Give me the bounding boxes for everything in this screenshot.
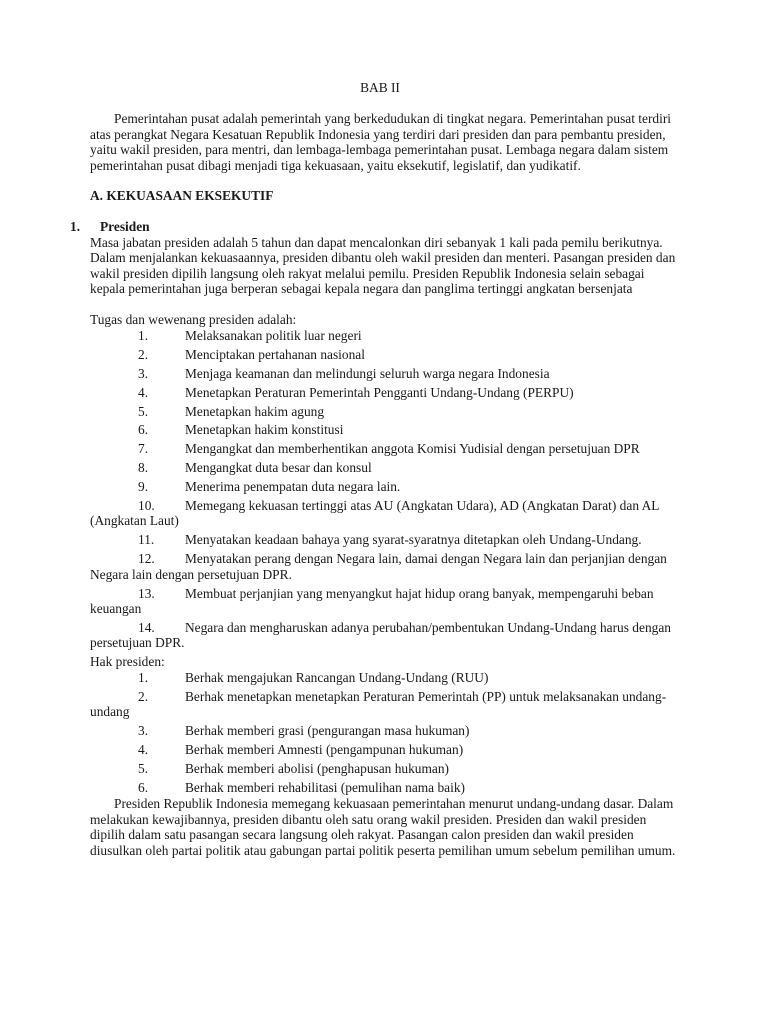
list-item bbox=[90, 761, 680, 776]
list-item bbox=[90, 586, 680, 617]
presiden-paragraph: Masa jabatan presiden adalah 5 tahun dan dapat mencalonkan diri sebanyak 1 kali pada pemilu berikutnya. Dalam menjalankan kekuasaannya, presiden dibantu oleh wakil presiden dan menteri. Pasangan presiden dan wakil presiden dipilih langsung oleh rakyat melalui pemilu. Presiden Republik Indonesia selain sebagai kepala pemerintahan juga berperan sebagai kepala negara dan panglima tertinggi angkatan bersenjata bbox=[90, 234, 676, 297]
list-item-number: 3. bbox=[138, 365, 149, 381]
list-item-number: 2. bbox=[138, 688, 149, 704]
list-item-number: 12. bbox=[138, 551, 155, 567]
list-item-text: Menyatakan keadaan bahaya yang syarat-syaratnya ditetapkan oleh Undang-Undang. bbox=[185, 532, 642, 548]
list-item-text: Melaksanakan politik luar negeri bbox=[185, 327, 362, 343]
list-item-text: Mengangkat dan memberhentikan anggota Komisi Yudisial dengan persetujuan DPR bbox=[185, 441, 640, 457]
subheading-title: Presiden bbox=[100, 219, 150, 235]
list-item bbox=[90, 620, 680, 651]
hak-label: Hak presiden: bbox=[90, 654, 165, 670]
list-item bbox=[90, 422, 680, 437]
list-item-number: 10. bbox=[138, 498, 155, 514]
list-item bbox=[90, 532, 680, 547]
section-heading-eksekutif: A. KEKUASAAN EKSEKUTIF bbox=[90, 188, 274, 204]
list-item bbox=[90, 460, 680, 475]
list-item bbox=[90, 328, 680, 343]
list-item-number: 3. bbox=[138, 722, 149, 738]
list-item-number: 13. bbox=[138, 585, 155, 601]
list-item bbox=[90, 347, 680, 362]
tugas-label: Tugas dan wewenang presiden adalah: bbox=[90, 312, 297, 328]
list-item-text: Menyatakan perang dengan Negara lain, damai dengan Negara lain dan perjanjian dengan Negara lain dengan persetujuan DPR. bbox=[90, 551, 667, 582]
list-item bbox=[90, 780, 680, 795]
list-item-number: 4. bbox=[138, 384, 149, 400]
list-item-number: 6. bbox=[138, 422, 149, 438]
list-item-text: Menetapkan hakim agung bbox=[185, 403, 325, 419]
list-item bbox=[90, 670, 680, 685]
list-item-number: 7. bbox=[138, 441, 149, 457]
list-item-number: 11. bbox=[138, 532, 155, 548]
list-item bbox=[90, 366, 680, 381]
closing-paragraph: Presiden Republik Indonesia memegang kekuasaan pemerintahan menurut undang-undang dasar. Dalam melakukan kewajibannya, presiden dibantu oleh satu orang wakil presiden. Presiden dan wakil presiden dipilih dalam satu pasangan secara langsung oleh rakyat. Pasangan calon presiden dan wakil presiden diusulkan oleh partai politik atau gabungan partai politik peserta pemilihan umum sebelum pemilihan umum. bbox=[90, 796, 676, 858]
list-item-number: 5. bbox=[138, 760, 149, 776]
list-item-text: Menjaga keamanan dan melindungi seluruh warga negara Indonesia bbox=[185, 365, 550, 381]
list-item-number: 9. bbox=[138, 479, 149, 495]
list-item-number: 6. bbox=[138, 779, 149, 795]
list-item-text: Berhak mengajukan Rancangan Undang-Undang (RUU) bbox=[185, 669, 489, 685]
list-item-number: 2. bbox=[138, 346, 149, 362]
list-item-text: Menciptakan pertahanan nasional bbox=[185, 346, 365, 362]
list-item bbox=[90, 385, 680, 400]
list-item-text: Berhak memberi rehabilitasi (pemulihan nama baik) bbox=[185, 779, 465, 795]
list-item-text: Berhak memberi grasi (pengurangan masa hukuman) bbox=[185, 722, 470, 738]
list-item-number: 14. bbox=[138, 619, 155, 635]
list-item-number: 4. bbox=[138, 741, 149, 757]
list-item-text: Menerima penempatan duta negara lain. bbox=[185, 479, 401, 495]
list-item-text: Berhak memberi Amnesti (pengampunan hukuman) bbox=[185, 741, 464, 757]
document-page bbox=[70, 80, 680, 858]
intro-paragraph: Pemerintahan pusat adalah pemerintah yang berkedudukan di tingkat negara. Pemerintahan pusat terdiri atas perangkat Negara Kesatuan Republik Indonesia yang terdiri dari presiden dan para pembantu presiden, yaitu wakil presiden, para mentri, dan lembaga-lembaga pemerintahan pusat. Lembaga negara dalam sistem pemerintahan pusat dibagi menjadi tiga kekuasaan, yaitu eksekutif, legislatif, dan yudikatif. bbox=[90, 111, 672, 173]
tugas-list bbox=[90, 328, 680, 651]
hak-list bbox=[90, 670, 680, 795]
list-item-text: Negara dan mengharuskan adanya perubahan/pembentukan Undang-Undang harus dengan persetujuan DPR. bbox=[90, 619, 671, 651]
list-item-text: Berhak menetapkan menetapkan Peraturan Pemerintah (PP) untuk melaksanakan undang-undang bbox=[90, 688, 667, 719]
list-item-number: 5. bbox=[138, 403, 149, 419]
list-item-text: Menetapkan Peraturan Pemerintah Pengganti Undang-Undang (PERPU) bbox=[185, 384, 574, 400]
list-item bbox=[90, 404, 680, 419]
subheading-presiden bbox=[70, 219, 680, 235]
list-item-number: 8. bbox=[138, 460, 149, 476]
list-item-number: 1. bbox=[138, 669, 149, 685]
list-item bbox=[90, 551, 680, 582]
list-item-text: Mengangkat duta besar dan konsul bbox=[185, 460, 372, 476]
list-item-number: 1. bbox=[138, 327, 149, 343]
list-item-text: Membuat perjanjian yang menyangkut hajat hidup orang banyak, mempengaruhi beban keuangan bbox=[90, 585, 654, 616]
chapter-title: BAB II bbox=[360, 80, 400, 95]
list-item bbox=[90, 723, 680, 738]
list-item bbox=[90, 742, 680, 757]
list-item-text: Memegang kekuasan tertinggi atas AU (Angkatan Udara), AD (Angkatan Darat) dan AL (Angkatan Laut) bbox=[90, 498, 659, 529]
subheading-number: 1. bbox=[70, 219, 81, 235]
list-item bbox=[90, 689, 680, 720]
list-item-text: Menetapkan hakim konstitusi bbox=[185, 422, 344, 438]
list-item-text: Berhak memberi abolisi (penghapusan hukuman) bbox=[185, 760, 450, 776]
list-item bbox=[90, 479, 680, 494]
list-item bbox=[90, 441, 680, 456]
list-item bbox=[90, 498, 680, 529]
